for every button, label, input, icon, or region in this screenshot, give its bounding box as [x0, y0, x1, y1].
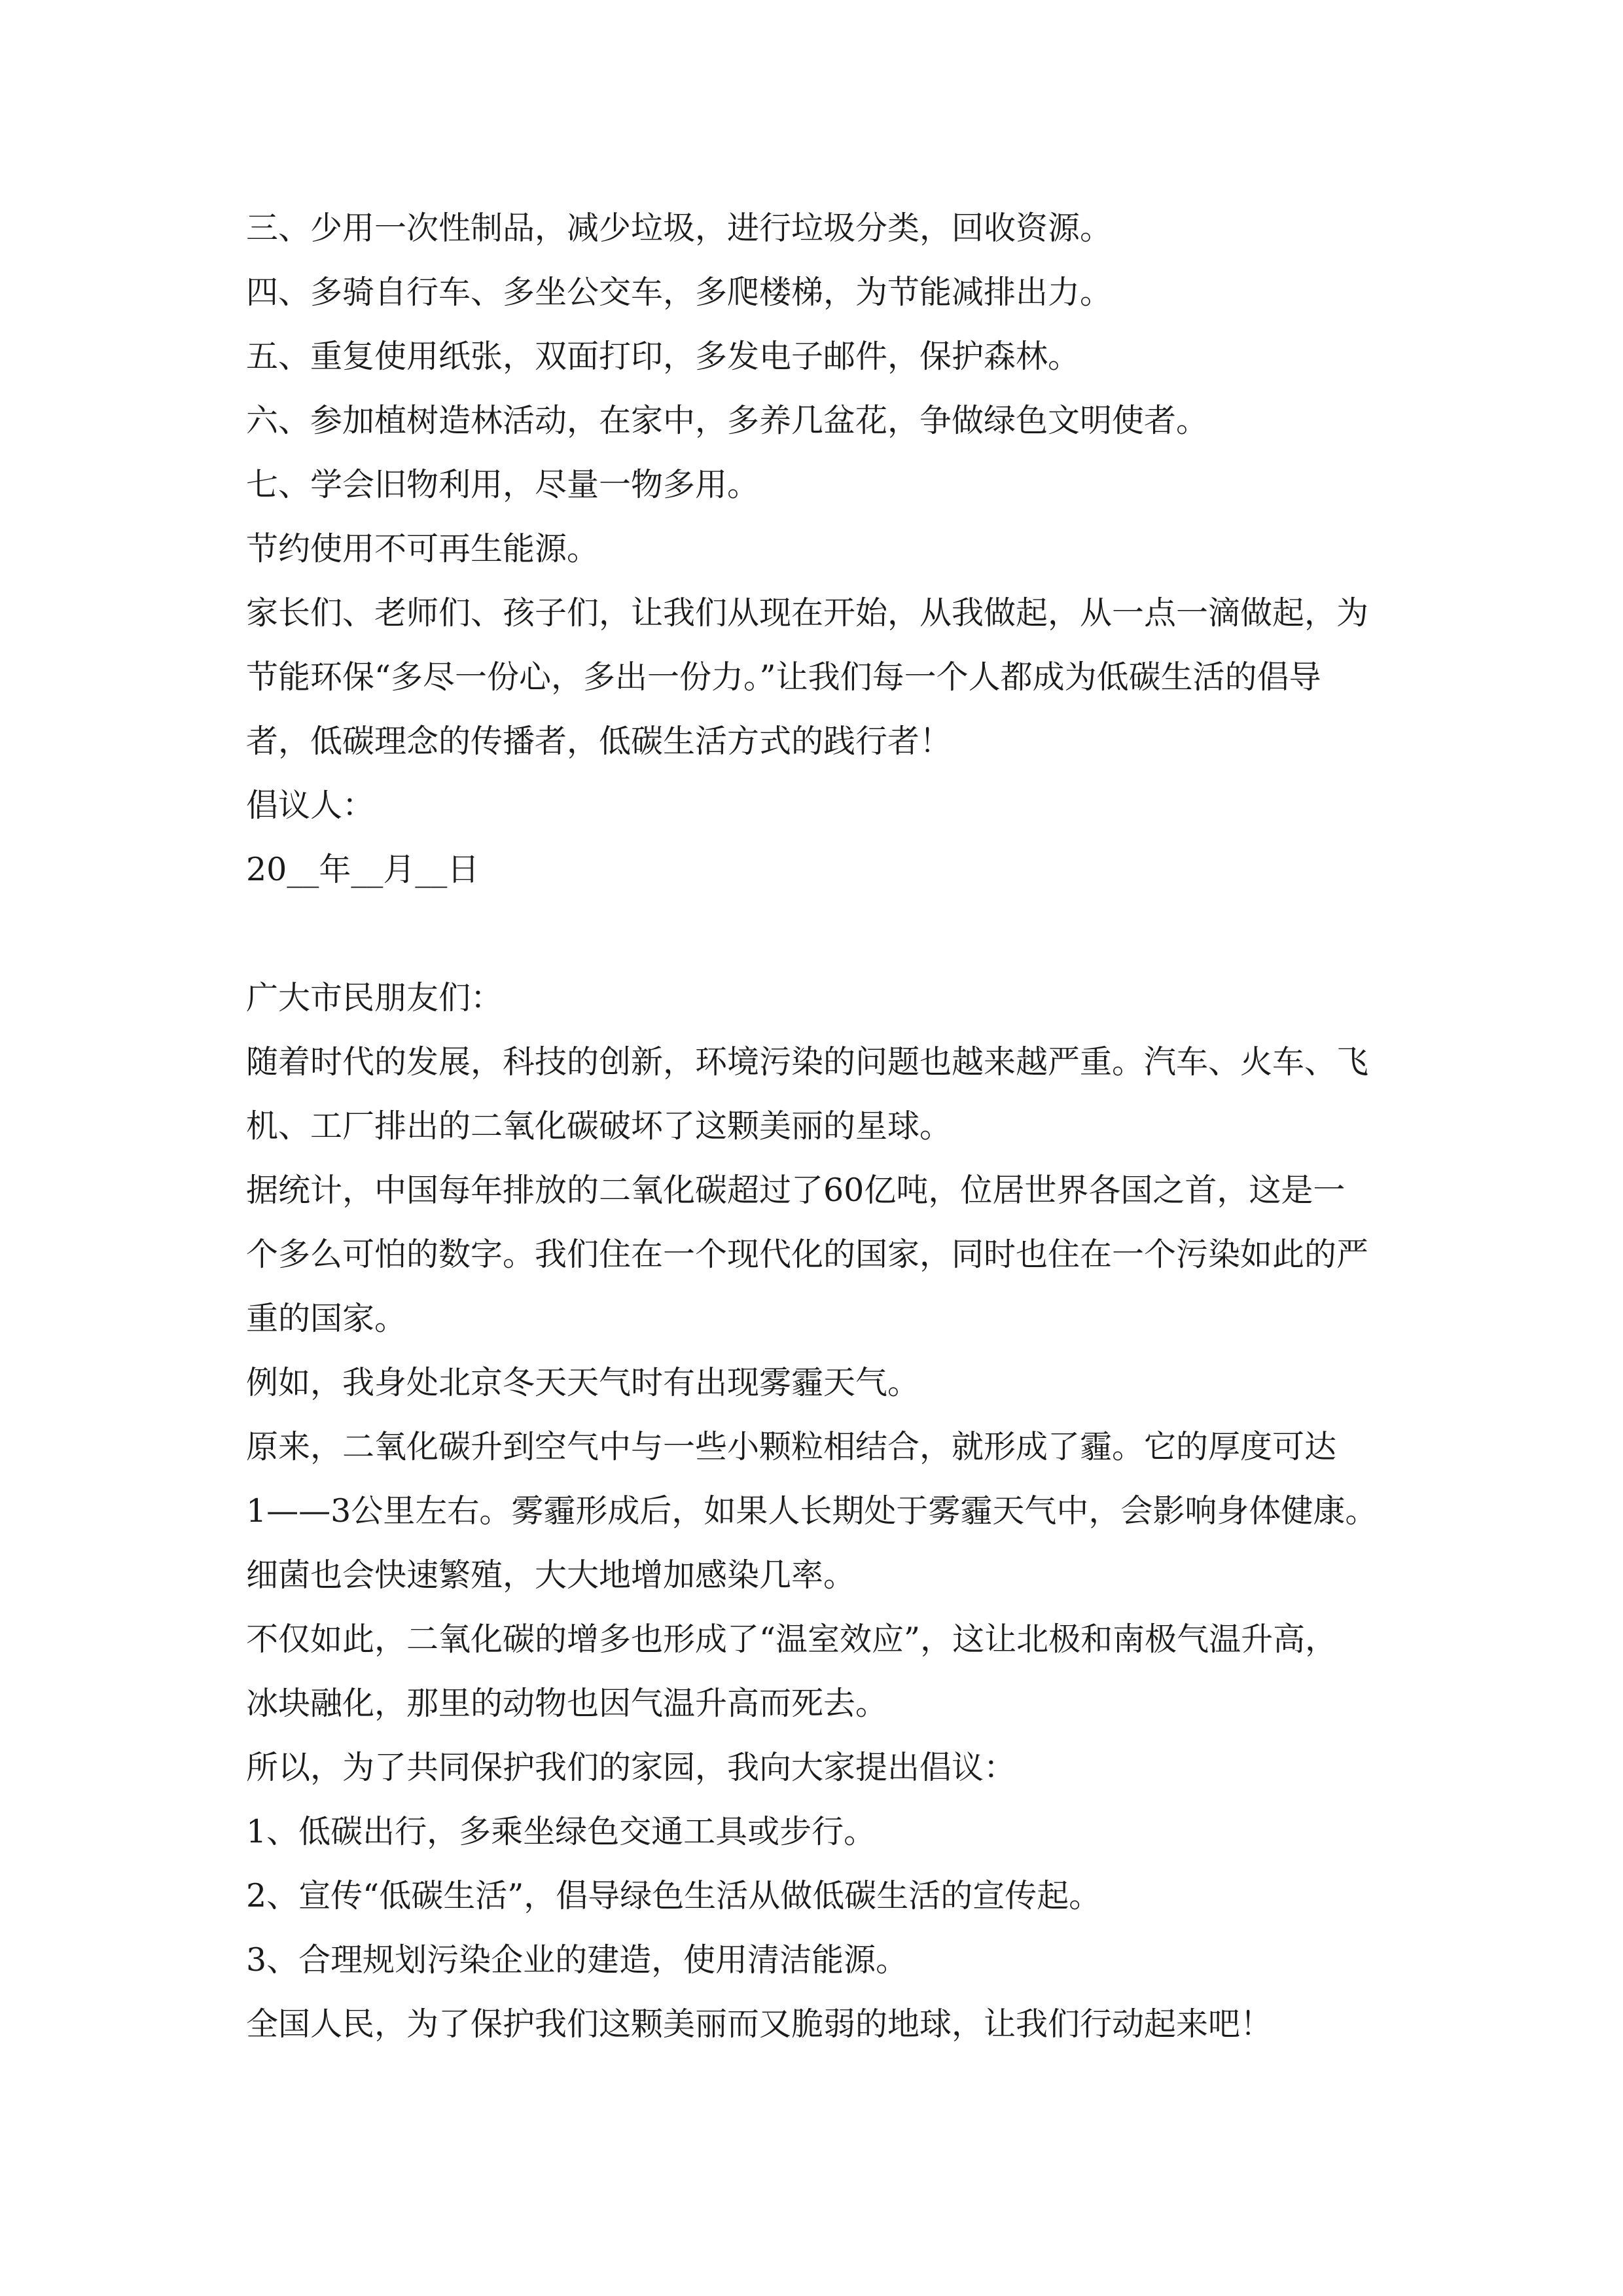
- paragraph-line: 冰块融化，那里的动物也因气温升高而死去。: [246, 1685, 888, 1722]
- paragraph-line: 1——3公里左右。雾霾形成后，如果人长期处于雾霾天气中，会影响身体健康。: [246, 1492, 1378, 1530]
- paragraph-line: 节能环保“多尽一份心，多出一份力。”让我们每一个人都成为低碳生活的倡导: [246, 658, 1321, 696]
- closing-line: 全国人民，为了保护我们这颗美丽而又脆弱的地球，让我们行动起来吧！: [246, 2005, 1273, 2043]
- paragraph-line: 五、重复使用纸张，双面打印，多发电子邮件，保护森林。: [246, 338, 1080, 375]
- list-item: 2、宣传“低碳生活”，倡导绿色生活从做低碳生活的宣传起。: [246, 1877, 1101, 1914]
- list-item: 1、低碳出行，多乘坐绿色交通工具或步行。: [246, 1813, 876, 1850]
- paragraph-line: 家长们、老师们、孩子们，让我们从现在开始，从我做起，从一点一滴做起，为: [246, 594, 1369, 632]
- paragraph-line: 原来，二氧化碳升到空气中与一些小颗粒相结合，就形成了霾。它的厚度可达: [246, 1428, 1337, 1465]
- paragraph-line: 四、多骑自行车、多坐公交车，多爬楼梯，为节能减排出力。: [246, 274, 1113, 311]
- paragraph-line: 机、工厂排出的二氧化碳破坏了这颗美丽的星球。: [246, 1107, 952, 1145]
- date-line: 20__年__月__日: [246, 851, 480, 888]
- paragraph-line: 随着时代的发展，科技的创新，环境污染的问题也越来越严重。汽车、火车、飞: [246, 1043, 1369, 1081]
- paragraph-line: 七、学会旧物利用，尽量一物多用。: [246, 466, 760, 503]
- paragraph-line: 个多么可怕的数字。我们住在一个现代化的国家，同时也住在一个污染如此的严: [246, 1236, 1369, 1273]
- paragraph-line: 不仅如此，二氧化碳的增多也形成了“温室效应”，这让北极和南极气温升高，: [246, 1621, 1338, 1658]
- paragraph-line: 节约使用不可再生能源。: [246, 530, 599, 567]
- document-body: [246, 196, 1398, 2056]
- section-gap: [246, 902, 1398, 966]
- salutation: 广大市民朋友们：: [246, 979, 503, 1016]
- paragraph-line: 例如，我身处北京冬天天气时有出现雾霾天气。: [246, 1364, 920, 1401]
- paragraph-line: 者，低碳理念的传播者，低碳生活方式的践行者！: [246, 723, 952, 760]
- paragraph-line: 三、少用一次性制品，减少垃圾，进行垃圾分类，回收资源。: [246, 209, 1113, 247]
- signature-label: 倡议人：: [246, 787, 375, 824]
- paragraph-line: 重的国家。: [246, 1300, 407, 1337]
- paragraph-line: 六、参加植树造林活动，在家中，多养几盆花，争做绿色文明使者。: [246, 402, 1209, 439]
- paragraph-line: 据统计，中国每年排放的二氧化碳超过了60亿吨，位居世界各国之首，这是一: [246, 1172, 1346, 1209]
- paragraph-line: 所以，为了共同保护我们的家园，我向大家提出倡议：: [246, 1749, 1016, 1786]
- list-item: 3、合理规划污染企业的建造，使用清洁能源。: [246, 1941, 908, 1979]
- paragraph-line: 细菌也会快速繁殖，大大地增加感染几率。: [246, 1556, 856, 1594]
